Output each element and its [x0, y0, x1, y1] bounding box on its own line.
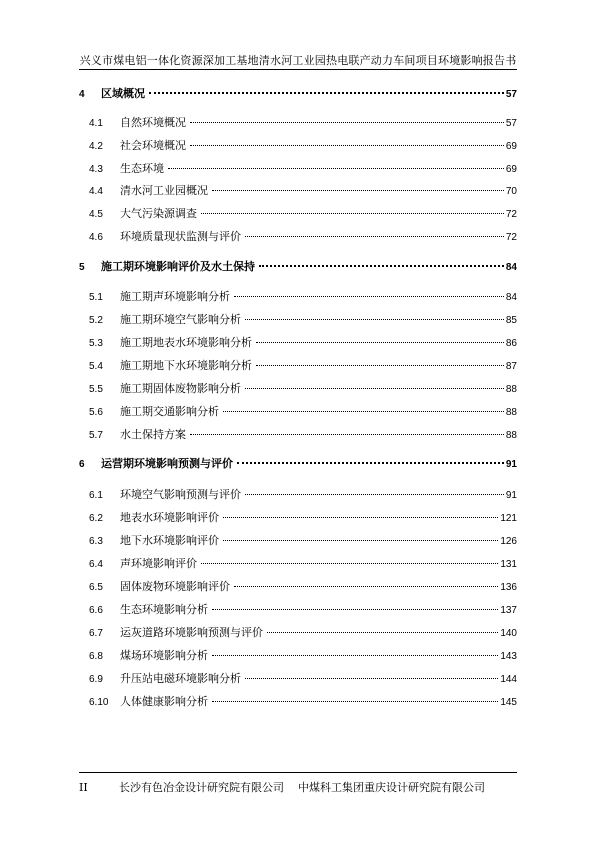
toc-chapter-row[interactable]: [79, 86, 517, 102]
toc-leader-dots: [201, 213, 504, 214]
toc-number: 4.6: [89, 232, 103, 243]
toc-page-number: 145: [500, 697, 517, 708]
toc-chapter-row[interactable]: [79, 456, 517, 472]
toc-title: 升压站电磁环境影响分析: [120, 672, 241, 685]
toc-number: 5.1: [89, 292, 103, 303]
toc-number: 6.9: [89, 674, 103, 685]
toc-section-row[interactable]: [79, 381, 517, 397]
toc-title: 运灰道路环境影响预测与评价: [120, 626, 263, 639]
header-rule: [79, 69, 517, 70]
toc-number: 5.5: [89, 384, 103, 395]
toc-page-number: 85: [505, 315, 517, 326]
toc-section-row[interactable]: [79, 556, 517, 572]
toc-number: 6: [79, 459, 85, 470]
toc-section-row[interactable]: [79, 427, 517, 443]
footer-org-1: 长沙有色冶金设计研究院有限公司: [119, 781, 284, 794]
toc-title: 声环境影响评价: [120, 557, 197, 570]
toc-number: 5.4: [89, 361, 103, 372]
toc-leader-dots: [259, 265, 504, 267]
toc-title: 生态环境影响分析: [120, 603, 208, 616]
toc-section-row[interactable]: [79, 289, 517, 305]
toc-number: 6.2: [89, 513, 103, 524]
toc-page-number: 57: [505, 118, 517, 129]
footer-rule: [79, 772, 517, 773]
toc-section-row[interactable]: [79, 138, 517, 154]
toc-leader-dots: [212, 609, 498, 610]
toc-number: 4.1: [89, 118, 103, 129]
toc-number: 5.2: [89, 315, 103, 326]
toc-section-row[interactable]: [79, 206, 517, 222]
toc-page-number: 70: [505, 186, 517, 197]
toc-section-row[interactable]: [79, 671, 517, 687]
toc-page-number: 91: [505, 459, 517, 470]
toc-section-row[interactable]: [79, 161, 517, 177]
toc-leader-dots: [267, 632, 498, 633]
toc-page-number: 88: [505, 384, 517, 395]
toc-number: 4.3: [89, 164, 103, 175]
toc-title: 施工期地表水环境影响分析: [120, 336, 252, 349]
toc-page-number: 87: [505, 361, 517, 372]
toc-title: 施工期声环境影响分析: [120, 290, 230, 303]
toc-number: 6.8: [89, 651, 103, 662]
toc-chapter-row[interactable]: [79, 259, 517, 275]
toc-number: 6.6: [89, 605, 103, 616]
toc-leader-dots: [168, 168, 504, 169]
header-title: 兴义市煤电铝一体化资源深加工基地清水河工业园热电联产动力车间项目环境影响报告书: [79, 54, 517, 67]
toc-title: 水土保持方案: [120, 428, 186, 441]
toc-title: 煤场环境影响分析: [120, 649, 208, 662]
toc-title: 施工期环境空气影响分析: [120, 313, 241, 326]
toc-title: 施工期地下水环境影响分析: [120, 359, 252, 372]
toc-page-number: 69: [505, 164, 517, 175]
toc-number: 4.5: [89, 209, 103, 220]
toc-section-row[interactable]: [79, 404, 517, 420]
toc-title: 环境质量现状监测与评价: [120, 230, 241, 243]
toc-section-row[interactable]: [79, 487, 517, 503]
toc-leader-dots: [245, 388, 504, 389]
toc-page-number: 140: [500, 628, 517, 639]
toc-leader-dots: [256, 342, 504, 343]
toc-number: 5: [79, 262, 85, 273]
footer-page-number: II: [79, 780, 88, 794]
toc-section-row[interactable]: [79, 579, 517, 595]
toc-title: 固体废物环境影响评价: [120, 580, 230, 593]
toc-title: 清水河工业园概况: [120, 184, 208, 197]
toc-page-number: 72: [505, 232, 517, 243]
toc-section-row[interactable]: [79, 183, 517, 199]
toc-number: 4.2: [89, 141, 103, 152]
toc-leader-dots: [201, 563, 498, 564]
toc-title: 环境空气影响预测与评价: [120, 488, 241, 501]
toc-number: 5.6: [89, 407, 103, 418]
toc-leader-dots: [212, 190, 504, 191]
toc-page-number: 57: [505, 89, 517, 100]
toc-leader-dots: [212, 655, 498, 656]
toc-leader-dots: [256, 365, 504, 366]
toc-number: 6.7: [89, 628, 103, 639]
toc-title: 区域概况: [101, 87, 145, 100]
toc-leader-dots: [245, 236, 504, 237]
toc-section-row[interactable]: [79, 335, 517, 351]
toc-title: 地表水环境影响评价: [120, 511, 219, 524]
toc-title: 社会环境概况: [120, 139, 186, 152]
toc-page-number: 84: [505, 262, 517, 273]
toc-number: 6.4: [89, 559, 103, 570]
footer-org-2: 中煤科工集团重庆设计研究院有限公司: [298, 781, 485, 794]
toc-section-row[interactable]: [79, 602, 517, 618]
toc-title: 地下水环境影响评价: [120, 534, 219, 547]
toc-page-number: 137: [500, 605, 517, 616]
toc-section-row[interactable]: [79, 694, 517, 710]
toc-page-number: 136: [500, 582, 517, 593]
toc-leader-dots: [234, 296, 504, 297]
toc-leader-dots: [223, 540, 498, 541]
toc-leader-dots: [190, 434, 504, 435]
toc-page-number: 72: [505, 209, 517, 220]
toc-leader-dots: [245, 319, 504, 320]
toc-page-number: 91: [505, 490, 517, 501]
toc-leader-dots: [245, 494, 504, 495]
toc-page-number: 121: [500, 513, 517, 524]
toc-page-number: 131: [500, 559, 517, 570]
toc-leader-dots: [245, 678, 498, 679]
toc-leader-dots: [212, 701, 498, 702]
toc-number: 4.4: [89, 186, 103, 197]
footer: [79, 779, 517, 795]
toc-title: 生态环境: [120, 162, 164, 175]
toc-page-number: 86: [505, 338, 517, 349]
toc-title: 运营期环境影响预测与评价: [101, 457, 233, 470]
toc-page-number: 144: [500, 674, 517, 685]
toc-number: 5.3: [89, 338, 103, 349]
toc-leader-dots: [237, 462, 504, 464]
toc-number: 6.3: [89, 536, 103, 547]
toc-title: 自然环境概况: [120, 116, 186, 129]
toc-page-number: 126: [500, 536, 517, 547]
toc-title: 施工期环境影响评价及水土保持: [101, 260, 255, 273]
toc-leader-dots: [190, 122, 504, 123]
toc-section-row[interactable]: [79, 533, 517, 549]
toc-title: 施工期固体废物影响分析: [120, 382, 241, 395]
toc-number: 6.10: [89, 697, 109, 708]
toc-section-row[interactable]: [79, 312, 517, 328]
toc-page-number: 84: [505, 292, 517, 303]
toc-page-number: 143: [500, 651, 517, 662]
toc-number: 6.1: [89, 490, 103, 501]
toc-section-row[interactable]: [79, 648, 517, 664]
toc-section-row[interactable]: [79, 510, 517, 526]
toc-leader-dots: [223, 411, 504, 412]
toc-page-number: 88: [505, 407, 517, 418]
toc-number: 6.5: [89, 582, 103, 593]
toc-section-row[interactable]: [79, 625, 517, 641]
toc-section-row[interactable]: [79, 229, 517, 245]
toc-page-number: 88: [505, 430, 517, 441]
toc-leader-dots: [234, 586, 498, 587]
toc-section-row[interactable]: [79, 358, 517, 374]
toc-title: 大气污染源调查: [120, 207, 197, 220]
toc-leader-dots: [190, 145, 504, 146]
toc-section-row[interactable]: [79, 115, 517, 131]
toc-title: 施工期交通影响分析: [120, 405, 219, 418]
toc-number: 4: [79, 89, 85, 100]
toc-leader-dots: [223, 517, 498, 518]
toc-number: 5.7: [89, 430, 103, 441]
toc-leader-dots: [149, 92, 504, 94]
toc-page-number: 69: [505, 141, 517, 152]
toc-title: 人体健康影响分析: [120, 695, 208, 708]
